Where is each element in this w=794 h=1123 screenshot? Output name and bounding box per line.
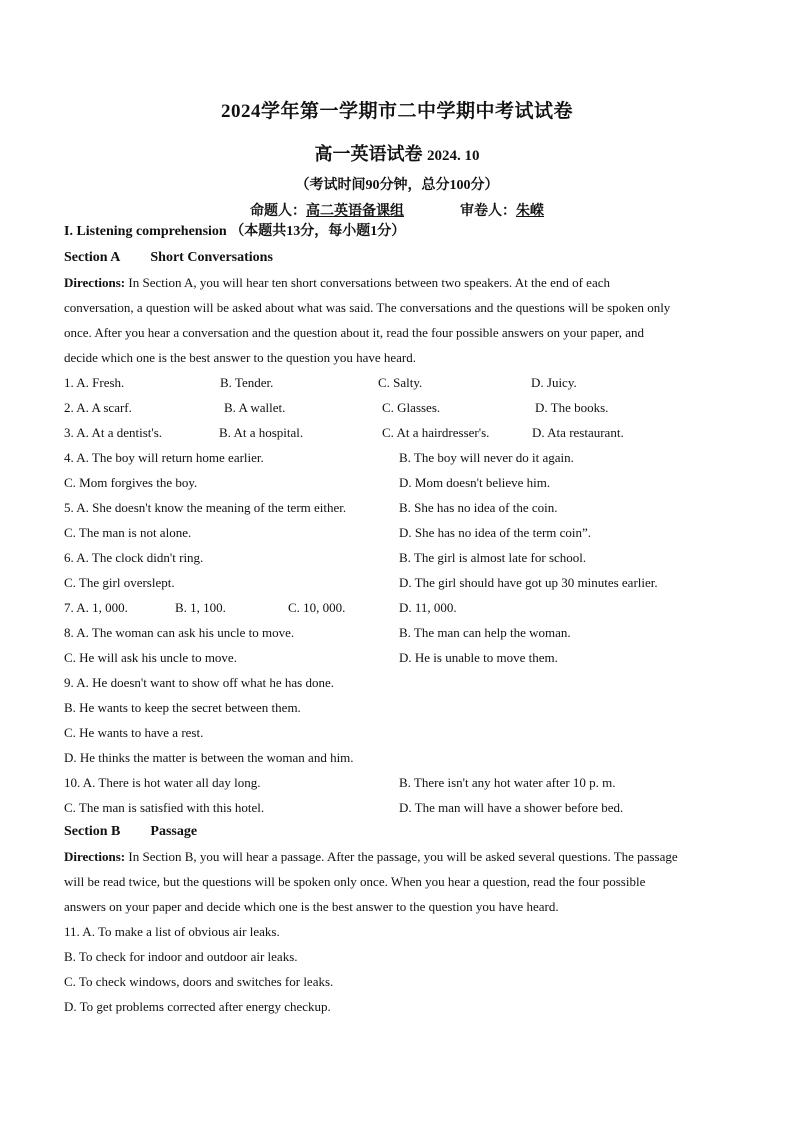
q4-option-b: B. The boy will never do it again. (399, 450, 574, 465)
q6-option-a: 6. A. The clock didn't ring. (64, 550, 204, 565)
q6-option-d: D. The girl should have got up 30 minutes earlier. (399, 575, 658, 590)
section-b-label: Section B (64, 824, 121, 839)
q1-option-b: B. Tender. (220, 375, 274, 390)
q6-option-b: B. The girl is almost late for school. (399, 550, 587, 565)
q7-option-b: B. 1, 100. (175, 600, 226, 615)
q7-option-a: 7. A. 1, 000. (64, 600, 128, 615)
section-b-name: Passage (150, 824, 198, 839)
q1-option-c: C. Salty. (378, 375, 423, 390)
q4-option-d: D. Mom doesn't believe him. (399, 475, 551, 490)
q3-option-d: D. Ata restaurant. (532, 425, 624, 440)
q1-option-d: D. Juicy. (531, 375, 577, 390)
q11-option-c: C. To check windows, doors and switches for leaks. (64, 974, 334, 989)
reviewer-label: 审卷人： (460, 204, 516, 219)
q4-option-a: 4. A. The boy will return home earlier. (64, 450, 264, 465)
q4-option-c: C. Mom forgives the boy. (64, 475, 198, 490)
q3-option-b: B. At a hospital. (219, 425, 304, 440)
section-b-directions-line: will be read twice, but the questions will be spoken only once. When you hear a question, read the four possible (64, 874, 646, 889)
reviewer-name: 朱嵘 (516, 204, 544, 219)
q5-option-d: D. She has no idea of the term coin”. (399, 525, 592, 540)
q11-option-a: 11. A. To make a list of obvious air leaks. (64, 924, 280, 939)
q8-option-c: C. He will ask his uncle to move. (64, 650, 237, 665)
authors-line (0, 200, 794, 220)
q7-option-c: C. 10, 000. (288, 600, 346, 615)
q10-option-a: 10. A. There is hot water all day long. (64, 775, 261, 790)
q3-option-c: C. At a hairdresser's. (382, 425, 490, 440)
q11-option-b: B. To check for indoor and outdoor air leaks. (64, 949, 298, 964)
section-a-directions-line: Directions: In Section A, you will hear ten short conversations between two speakers. At the end of each (64, 275, 610, 290)
section-b-directions-line: Directions: In Section B, you will hear a passage. After the passage, you will be asked several questions. The passage (64, 849, 678, 864)
setter-name: 高二英语备课组 (306, 204, 404, 219)
directions-label: Directions: (64, 849, 126, 864)
exam-time-info: （考试时间90分钟，总分100分） (295, 178, 499, 193)
q3-option-a: 3. A. At a dentist's. (64, 425, 163, 440)
section-a-directions-line: decide which one is the best answer to the question you have heard. (64, 350, 416, 365)
q5-option-b: B. She has no idea of the coin. (399, 500, 558, 515)
q7-option-d: D. 11, 000. (399, 600, 457, 615)
section-a-heading (64, 250, 273, 266)
section-b-heading (64, 824, 197, 840)
q9-option-c: C. He wants to have a rest. (64, 725, 204, 740)
directions-label: Directions: (64, 275, 126, 290)
q2-option-a: 2. A. A scarf. (64, 400, 132, 415)
setter-label: 命题人： (250, 204, 306, 219)
q10-option-b: B. There isn't any hot water after 10 p. m. (399, 775, 616, 790)
section-b-directions-line: answers on your paper and decide which one is the best answer to the question you have heard. (64, 899, 559, 914)
q8-option-a: 8. A. The woman can ask his uncle to move. (64, 625, 295, 640)
q5-option-c: C. The man is not alone. (64, 525, 192, 540)
q6-option-c: C. The girl overslept. (64, 575, 175, 590)
q1-option-a: 1. A. Fresh. (64, 375, 125, 390)
q2-option-b: B. A wallet. (224, 400, 286, 415)
q11-option-d: D. To get problems corrected after energy checkup. (64, 999, 331, 1014)
q2-option-d: D. The books. (535, 400, 609, 415)
exam-date: 2024. 10 (427, 148, 480, 164)
q9-option-a: 9. A. He doesn't want to show off what he has done. (64, 675, 335, 690)
section-a-directions-line: once. After you hear a conversation and the question about it, read the four possible answers on your paper, and (64, 325, 644, 340)
q8-option-b: B. The man can help the woman. (399, 625, 571, 640)
q5-option-a: 5. A. She doesn't know the meaning of the term either. (64, 500, 347, 515)
part1-heading: I. Listening comprehension （本题共13分，每小题1分） (64, 224, 406, 239)
q9-option-d: D. He thinks the matter is between the woman and him. (64, 750, 354, 765)
q9-option-b: B. He wants to keep the secret between them. (64, 700, 301, 715)
exam-subtitle (0, 140, 794, 166)
section-a-name: Short Conversations (150, 250, 273, 265)
q10-option-d: D. The man will have a shower before bed. (399, 800, 624, 815)
exam-title: 2024学年第一学期市二中学期中考试试卷 (220, 101, 573, 122)
section-a-directions-line: conversation, a question will be asked about what was said. The conversations and the questions will be spoken only (64, 300, 671, 315)
subject-title: 高一英语试卷 (314, 144, 423, 164)
q2-option-c: C. Glasses. (382, 400, 441, 415)
q8-option-d: D. He is unable to move them. (399, 650, 558, 665)
q10-option-c: C. The man is satisfied with this hotel. (64, 800, 265, 815)
section-a-label: Section A (64, 250, 121, 265)
